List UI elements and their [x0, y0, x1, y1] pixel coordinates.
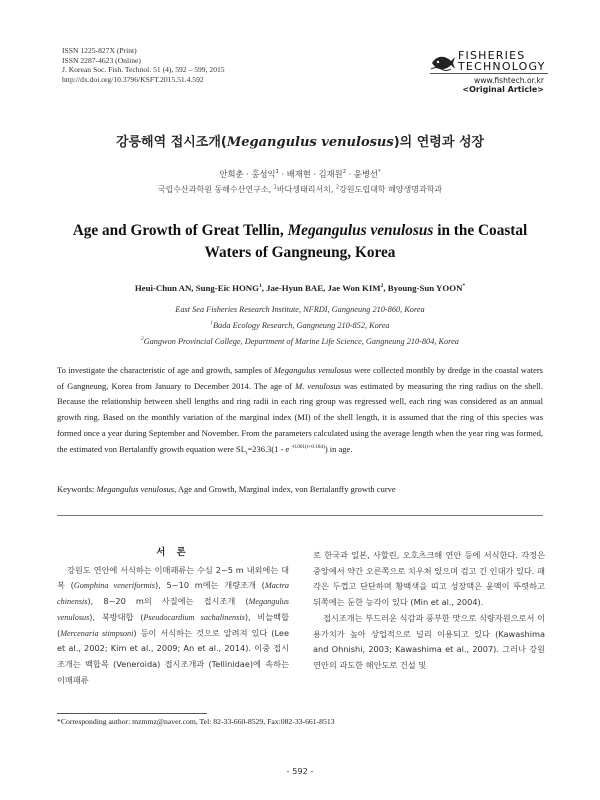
intro-paragraph-1	[57, 563, 289, 689]
footnote-rule	[57, 713, 207, 714]
body-text: ) 등이 서식하는 것으로 알려져 있다 (Lee et al., 2002; Kim et al., 2009; An et al., 2014). 이중 접시조개는 백합목 (Veneroida) 접시조개과 (Tellinidae)에 속하는 이매패류	[57, 627, 289, 685]
affil-text: Bada Ecology Research, Gangneung 210-852, Korea	[212, 321, 390, 330]
affiliation-1: East Sea Fisheries Research Institute, NFRDI, Gangneung 210-860, Korea	[175, 305, 425, 314]
en-author-part: , Jae-Hyun BAE, Jae Won KIM	[261, 283, 381, 293]
abstract-exponent: -0.061(t+0.184)	[291, 443, 325, 450]
species-name: Mactra chinensis	[57, 581, 289, 607]
corresponding-author-footnote: *Corresponding author: mzmmz@naver.com, Tel: 82-33-660-8529, Fax:082-33-661-8513	[57, 717, 335, 726]
section-divider	[57, 515, 543, 516]
english-title-species: Megangulus venulosus	[287, 222, 434, 239]
abstract-text: were collected monthly by dredge in the coastal waters of Gangneung, Korea from January to December 2014. The age of	[57, 365, 543, 391]
journal-metadata	[62, 46, 225, 84]
fish-wave-logo-icon	[430, 51, 456, 71]
affil-text: Gangwon Provincial College, Department of Marine Life Science, Gangneung 210-804, Korea	[143, 337, 459, 346]
article-type: <Original Article>	[462, 85, 544, 94]
abstract-text: ) in age.	[324, 443, 353, 454]
logo-line-1: FISHERIES	[458, 49, 526, 62]
en-author-part: , Byoung-Sun YOON	[383, 283, 463, 293]
abstract-subscript: t	[245, 450, 248, 457]
affil-sup: 1	[210, 320, 213, 327]
english-title-post: in the Coastal Waters of Gangneung, Korea	[204, 222, 528, 261]
body-text: ), 북방대합 (	[89, 611, 144, 622]
korean-title	[0, 131, 600, 150]
english-title	[60, 220, 540, 264]
kr-affil-part: 바다생태리서치,	[276, 185, 336, 194]
journal-logo	[430, 50, 548, 94]
abstract-text: To investigate the characteristic of age and growth, samples of	[57, 365, 274, 375]
kr-author-part: · 윤병선	[345, 169, 378, 179]
intro-paragraph-2: 접시조개는 부드러운 식감과 풍부한 맛으로 식량자원으로서 이용가치가 높아 상업적으로 널리 이용되고 있다 (Kawashima and Ohnishi, 2003; Kawashima et al., 2007). 그러나 강원 연안의 과도한 해안도로 건설 및	[313, 612, 545, 670]
kr-author-part: · 배재현 · 김재원	[278, 169, 343, 179]
journal-citation: J. Korean Soc. Fish. Technol. 51 (4), 592 – 599, 2015	[62, 65, 225, 75]
abstract-species: Megangulus venulosus	[273, 365, 352, 375]
species-name: Pseudocardium sachalinensis	[143, 612, 245, 622]
abstract-text: =236.3(1 - e	[247, 443, 292, 454]
issn-online: ISSN 2287-4623 (Online)	[62, 55, 141, 65]
abstract	[57, 363, 543, 462]
keywords-rest: , Age and Growth, Marginal index, von Bertalanffy growth curve	[174, 484, 396, 494]
affiliation-3	[0, 337, 600, 346]
kr-affil-part: 강원도립대학 해양생명과학과	[339, 185, 443, 194]
body-text: 강원도 연안에 서식하는 이매패류는 수심 2~5 m 내외에는 대복 (	[57, 564, 289, 591]
right-column	[313, 548, 545, 674]
section-heading: 서 론	[156, 547, 190, 558]
abstract-text: was estimated by measuring the ring radius on the shell. Because the relationship between shell lengths and ring radii in each ring group was regressed well, each ring was considered as an annual growth ring. Based on the monthly variation of the marginal index (MI) of the shell length, it is assumed that the ring of this species was formed once a year during September and November. From the parameters calculated using the average length when the year ring was formed, the estimated von Bertalanffy growth equation were SL	[57, 380, 543, 454]
kr-author-sup: 2	[342, 169, 346, 176]
left-column	[57, 545, 289, 688]
doi-link[interactable]: http://dx.doi.org/10.3796/KSFT.2015.51.4.592	[62, 74, 204, 84]
en-author-sup: 2	[380, 283, 384, 290]
keywords-label: Keywords:	[57, 484, 97, 494]
kr-affil-part: 국립수산과학원 동해수산연구소,	[157, 185, 274, 194]
kr-author-part: 안희춘 · 홍성익	[219, 169, 276, 179]
affiliation-2	[0, 321, 600, 330]
body-text: ), 비늘백합 (	[57, 611, 289, 638]
body-text: ), 5~10 m에는 개량조개 (	[155, 580, 265, 591]
journal-url[interactable]: www.fishtech.or.kr	[474, 76, 544, 85]
species-name: Mercenaria stimpsoni	[60, 628, 134, 638]
species-name: Gomphina veneriformis	[73, 581, 155, 591]
kr-author-sup: 1	[275, 169, 279, 176]
body-text: ), 8~20 m의 사질에는 접시조개 (	[87, 596, 249, 607]
kr-author-sup: *	[377, 169, 381, 176]
korean-title-species: Megangulus venulosus	[226, 135, 394, 150]
korean-affiliations	[0, 184, 600, 195]
en-author-sup: 1	[259, 283, 262, 290]
keywords-species: Megangulus venulosus	[96, 484, 175, 494]
keywords	[57, 484, 543, 494]
en-author-sup: *	[462, 283, 466, 290]
logo-line-2: TECHNOLOGY	[458, 60, 546, 73]
en-author-part: Heui-Chun AN, Sung-Eic HONG	[134, 283, 260, 293]
intro-paragraph-1-cont: 로 한국과 일본, 사할린, 오호츠크해 연안 등에 서식한다. 각정은 중앙에서 약간 오른쪽으로 치우쳐 있으며 검고 긴 인대가 있다. 패각은 두껍고 단단하며 황백색을 띠고 성장맥은 윤맥이 뚜렷하고 뒤쪽에는 둔한 능각이 있다 (Min et al., 2004).	[313, 550, 545, 608]
korean-authors	[0, 168, 600, 180]
species-name: Megangulus venulosus	[57, 597, 289, 622]
page-number: - 592 -	[286, 766, 314, 776]
english-authors	[0, 283, 600, 293]
kr-affil-sup: 1	[273, 184, 277, 191]
kr-affil-sup: 2	[336, 184, 340, 191]
issn-print: ISSN 1225-827X (Print)	[62, 46, 137, 55]
logo-divider	[430, 73, 548, 74]
affil-sup: 2	[141, 336, 144, 343]
abstract-species: M. venulosus	[295, 380, 341, 391]
korean-title-pre: 강릉해역 접시조개(	[115, 135, 227, 150]
korean-title-post: )의 연령과 성장	[393, 135, 485, 150]
english-title-pre: Age and Growth of Great Tellin,	[72, 222, 288, 239]
